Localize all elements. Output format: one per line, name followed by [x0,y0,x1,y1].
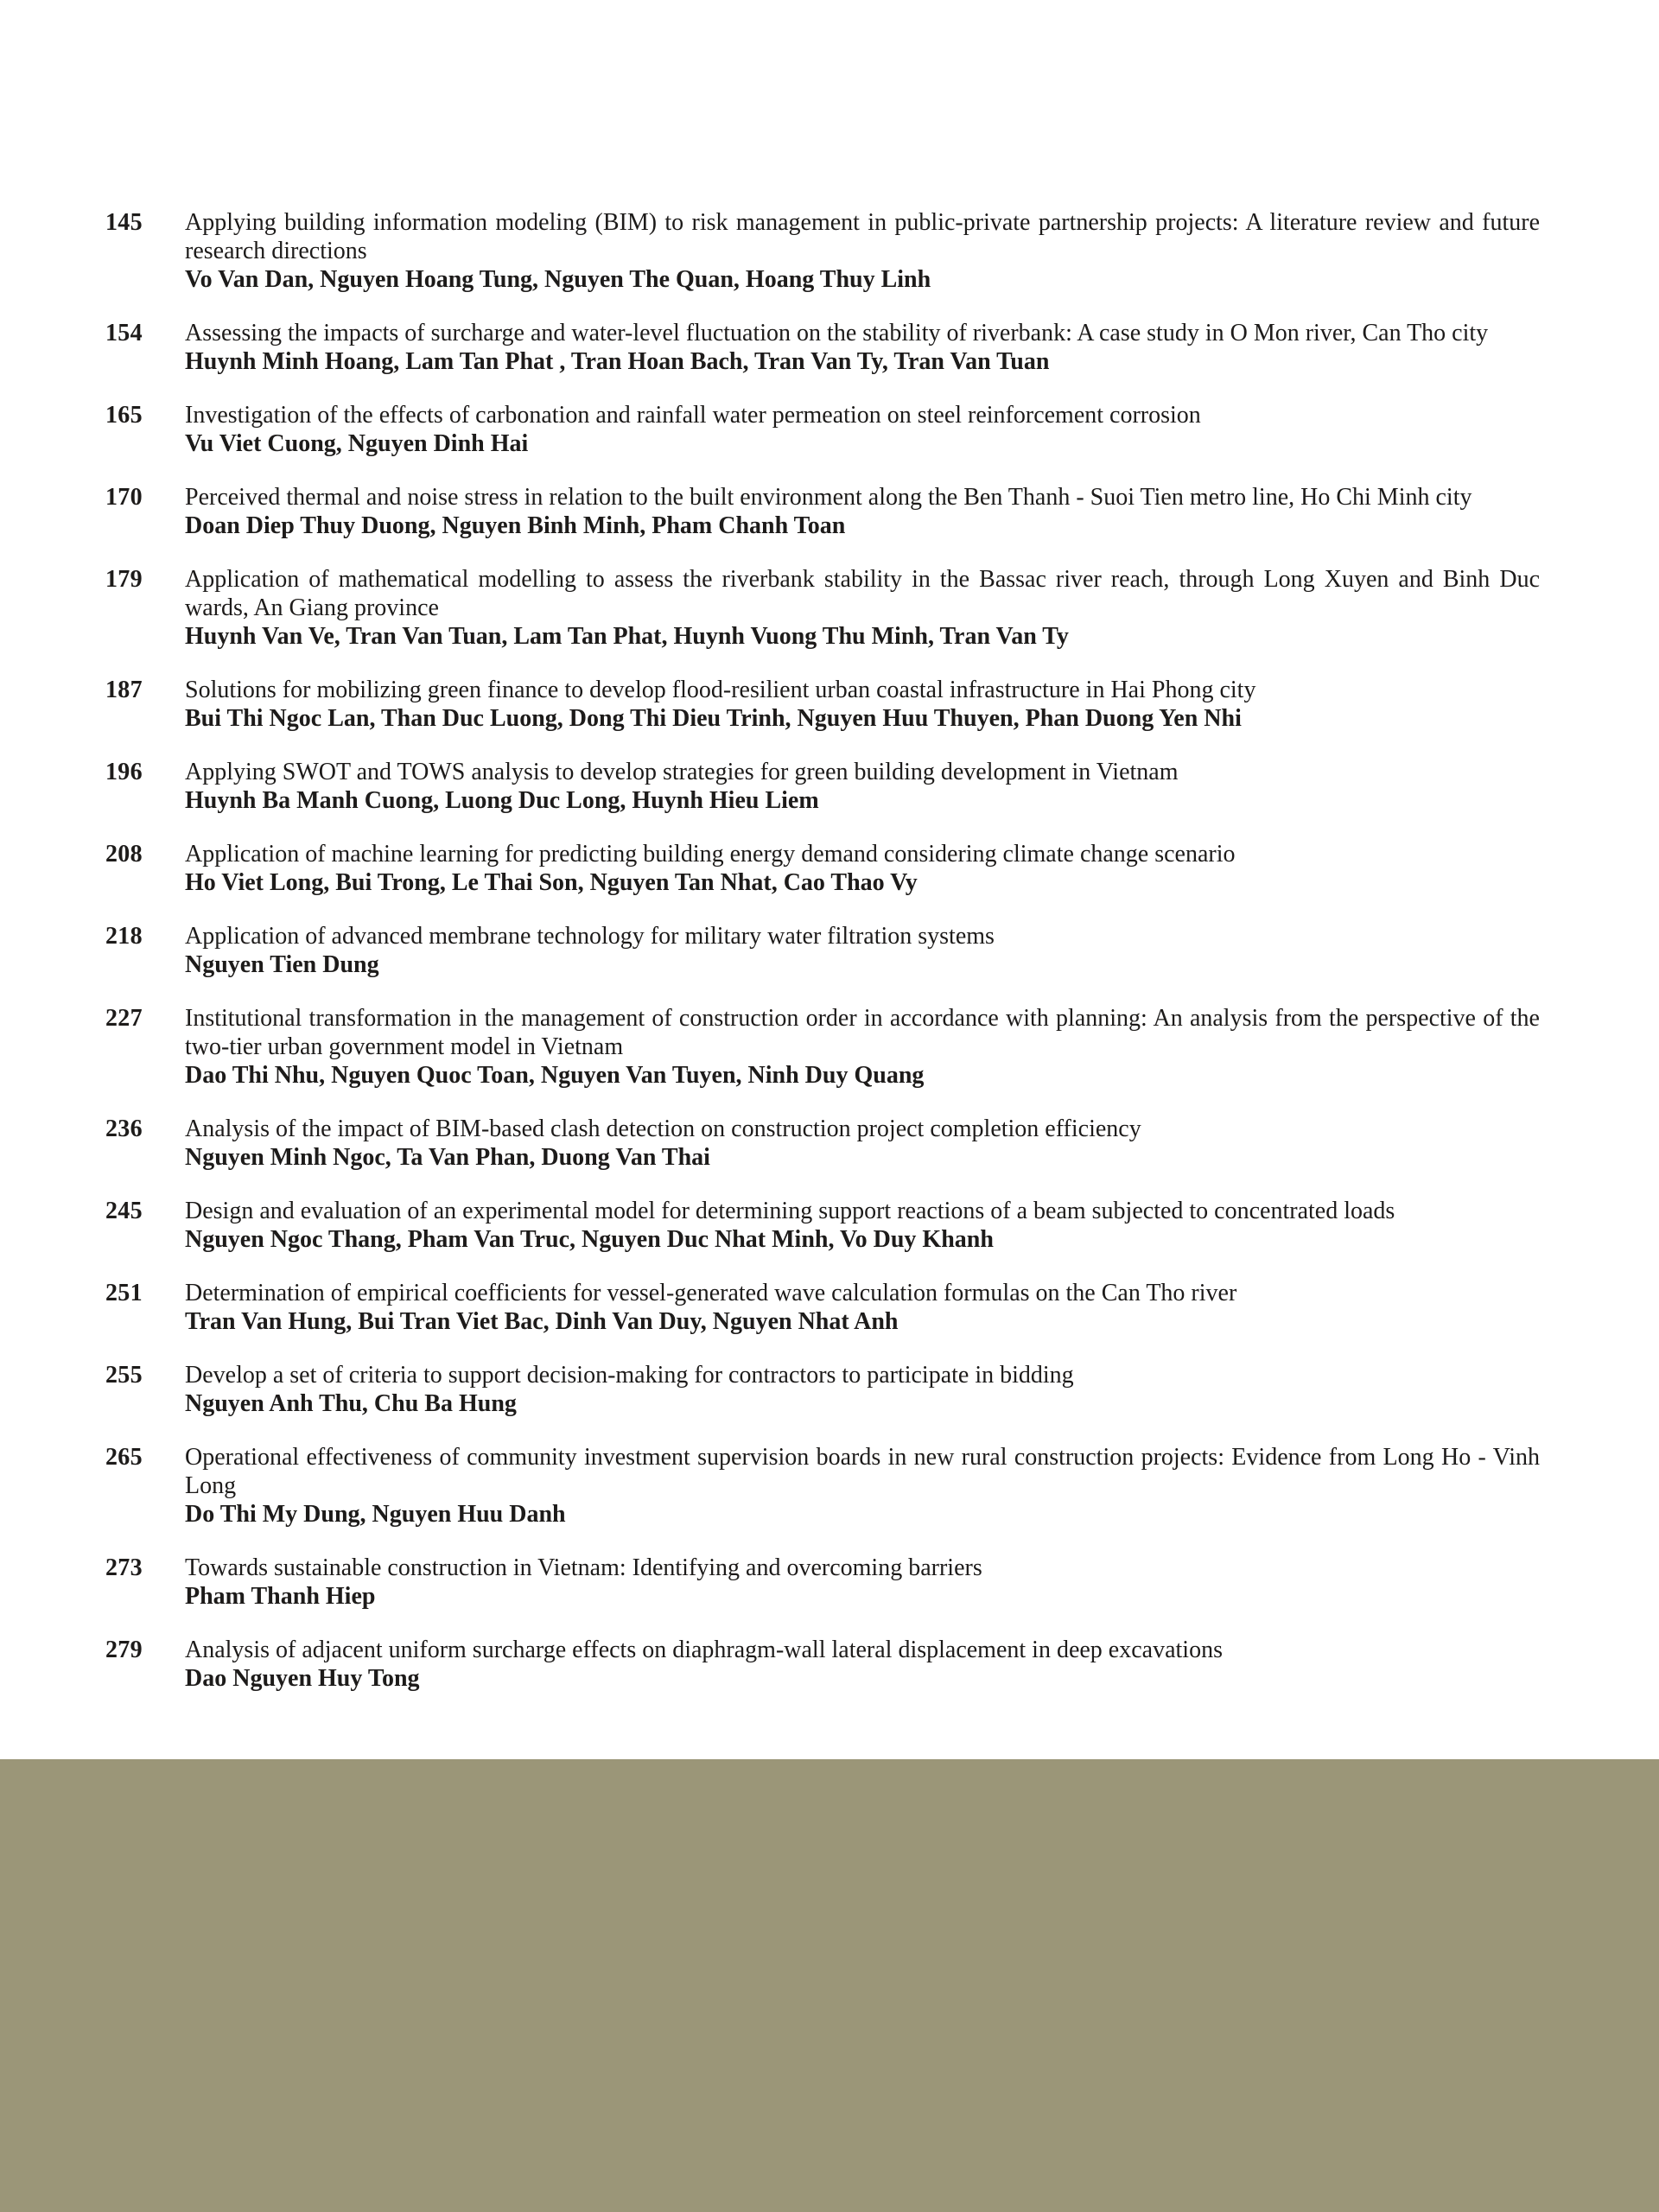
entry-authors: Pham Thanh Hiep [185,1583,376,1610]
toc-entry [105,319,1540,376]
entry-authors: Nguyen Anh Thu, Chu Ba Hung [185,1390,517,1417]
entry-page-number: 245 [105,1198,143,1224]
entry-page-number: 145 [105,209,143,236]
toc-entry [105,1004,1540,1090]
entry-title: Applying building information modeling (BIM) to risk management in public-private partnership projects: A literature review and future research directions [185,209,1540,264]
entry-title: Perceived thermal and noise stress in relation to the built environment along the Ben Thanh - Suoi Tien metro line, Ho Chi Minh city [185,484,1472,511]
toc-entry [105,483,1540,540]
entry-title: Application of machine learning for predicting building energy demand considering climate change scenario [185,841,1236,868]
entry-title: Towards sustainable construction in Vietnam: Identifying and overcoming barriers [185,1554,982,1581]
entry-title: Solutions for mobilizing green finance to develop flood-resilient urban coastal infrastructure in Hai Phong city [185,677,1256,703]
entry-title: Analysis of adjacent uniform surcharge effects on diaphragm-wall lateral displacement in deep excavations [185,1637,1223,1663]
entry-title: Design and evaluation of an experimental model for determining support reactions of a beam subjected to concentrated loads [185,1198,1395,1224]
toc-entry [105,401,1540,458]
toc-entry [105,922,1540,979]
toc-entry [105,1279,1540,1336]
entry-body [185,922,1540,979]
entry-page-number: 236 [105,1116,143,1142]
entry-page-number: 265 [105,1444,143,1471]
footer-band [0,1759,1659,2212]
entry-authors: Vu Viet Cuong, Nguyen Dinh Hai [185,430,529,457]
entry-title: Institutional transformation in the management of construction order in accordance with planning: An analysis from the perspective of the two-tier urban government model in Vietnam [185,1005,1540,1060]
toc-entry [105,1361,1540,1418]
entry-authors: Nguyen Ngoc Thang, Pham Van Truc, Nguyen Duc Nhat Minh, Vo Duy Khanh [185,1226,994,1253]
toc-entry [105,1115,1540,1172]
entry-page-number: 154 [105,320,143,346]
toc-entry [105,1197,1540,1254]
entry-authors: Doan Diep Thuy Duong, Nguyen Binh Minh, Pham Chanh Toan [185,512,846,539]
entry-body [185,758,1540,815]
entry-title: Determination of empirical coefficients for vessel-generated wave calculation formulas on the Can Tho river [185,1280,1237,1306]
entry-title: Application of advanced membrane technology for military water filtration systems [185,923,995,950]
entry-authors: Huynh Minh Hoang, Lam Tan Phat , Tran Hoan Bach, Tran Van Ty, Tran Van Tuan [185,348,1050,375]
entry-body [185,319,1540,376]
entry-body [185,840,1540,897]
entry-title: Applying SWOT and TOWS analysis to develop strategies for green building development in Vietnam [185,759,1179,785]
toc-entry [105,565,1540,651]
entry-authors: Ho Viet Long, Bui Trong, Le Thai Son, Nguyen Tan Nhat, Cao Thao Vy [185,869,918,896]
entry-body [185,401,1540,458]
entry-page-number: 218 [105,923,143,950]
entry-page-number: 208 [105,841,143,868]
entry-authors: Dao Thi Nhu, Nguyen Quoc Toan, Nguyen Van Tuyen, Ninh Duy Quang [185,1062,925,1089]
entry-page-number: 273 [105,1554,143,1581]
entry-authors: Huynh Ba Manh Cuong, Luong Duc Long, Huynh Hieu Liem [185,787,819,814]
entry-authors: Tran Van Hung, Bui Tran Viet Bac, Dinh Van Duy, Nguyen Nhat Anh [185,1308,899,1335]
entry-page-number: 255 [105,1362,143,1389]
entry-page-number: 279 [105,1637,143,1663]
entry-authors: Do Thi My Dung, Nguyen Huu Danh [185,1501,566,1528]
entry-body [185,1443,1540,1529]
entry-authors: Bui Thi Ngoc Lan, Than Duc Luong, Dong Thi Dieu Trinh, Nguyen Huu Thuyen, Phan Duong Yen Nhi [185,705,1242,732]
entry-body [185,1279,1540,1336]
entry-page-number: 251 [105,1280,143,1306]
entry-page-number: 170 [105,484,143,511]
entry-title: Investigation of the effects of carbonation and rainfall water permeation on steel reinforcement corrosion [185,402,1201,429]
toc-entry [105,208,1540,294]
entry-body [185,676,1540,733]
toc-list [105,208,1540,1718]
entry-body [185,565,1540,651]
entry-title: Develop a set of criteria to support decision-making for contractors to participate in bidding [185,1362,1074,1389]
toc-entry [105,840,1540,897]
entry-body [185,1004,1540,1090]
entry-authors: Dao Nguyen Huy Tong [185,1665,420,1692]
entry-body [185,208,1540,294]
entry-body [185,1636,1540,1693]
entry-page-number: 196 [105,759,143,785]
entry-authors: Vo Van Dan, Nguyen Hoang Tung, Nguyen The Quan, Hoang Thuy Linh [185,266,931,293]
entry-title: Analysis of the impact of BIM-based clash detection on construction project completion efficiency [185,1116,1141,1142]
entry-page-number: 179 [105,566,143,593]
entry-body [185,1197,1540,1254]
entry-body [185,1554,1540,1611]
entry-title: Assessing the impacts of surcharge and water-level fluctuation on the stability of riverbank: A case study in O Mon river, Can Tho city [185,320,1489,346]
toc-entry [105,1554,1540,1611]
entry-body [185,1361,1540,1418]
toc-entry [105,758,1540,815]
entry-page-number: 227 [105,1005,143,1032]
entry-authors: Nguyen Minh Ngoc, Ta Van Phan, Duong Van Thai [185,1144,710,1171]
entry-title: Operational effectiveness of community investment supervision boards in new rural construction projects: Evidence from Long Ho - Vinh Long [185,1444,1540,1499]
toc-entry [105,1636,1540,1693]
entry-authors: Nguyen Tien Dung [185,951,379,978]
toc-entry [105,1443,1540,1529]
entry-body [185,483,1540,540]
entry-title: Application of mathematical modelling to assess the riverbank stability in the Bassac river reach, through Long Xuyen and Binh Duc wards, An Giang province [185,566,1540,621]
entry-body [185,1115,1540,1172]
toc-entry [105,676,1540,733]
entry-authors: Huynh Van Ve, Tran Van Tuan, Lam Tan Phat, Huynh Vuong Thu Minh, Tran Van Ty [185,623,1069,650]
entry-page-number: 165 [105,402,143,429]
entry-page-number: 187 [105,677,143,703]
